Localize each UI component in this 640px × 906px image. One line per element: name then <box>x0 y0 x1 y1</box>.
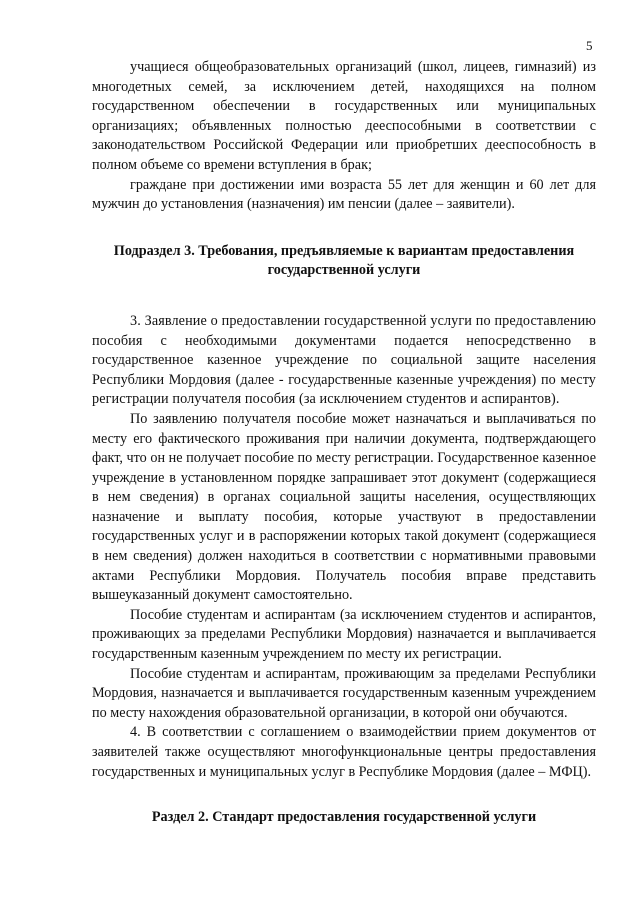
paragraph-students-outside: Пособие студентам и аспирантам, проживающим за пределами Республики Мордовия, назначается и выплачивается государственным казенным учреждением по месту нахождения образовательной организации, в которой они обучаются. <box>92 665 596 721</box>
paragraph-pension-age: граждане при достижении ими возраста 55 лет для женщин и 60 лет для мужчин до установления (назначения) им пенсии (далее – заявители). <box>92 176 596 213</box>
paragraph-actual-residence: По заявлению получателя пособие может назначаться и выплачиваться по месту его фактического проживания при наличии документа, подтверждающего факт, что он не получает пособие по месту регистрации. Государственное казенное учреждение в установленном порядке запрашивает этот документ (содержащиеся в нем сведения) в органах социальной защиты населения, осуществляющих назначение и выплату пособия, которые участвуют в предоставлении государственных услуг и в распоряжении которых такой документ (содержащиеся в нем сведения) должен находиться в соответствии с нормативными правовыми актами Республики Мордовия. Получатель пособия вправе представить вышеуказанный документ самостоятельно. <box>92 410 596 604</box>
paragraph-students-large-families: учащиеся общеобразовательных организаций (школ, лицеев, гимназий) из многодетных семей, за исключением детей, находящихся на полном государственном обеспечении в государственных или муниципальных организациях; объявленных полностью дееспособными в соответствии с законодательством Российской Федерации или приобретших дееспособность в полном объеме со времени вступления в брак; <box>92 59 596 173</box>
section-heading: Раздел 2. Стандарт предоставления государственной услуги <box>151 809 537 826</box>
page-number: 5 <box>586 38 593 53</box>
paragraph-students-registration: Пособие студентам и аспирантам (за исключением студентов и аспирантов, проживающих за пределами Республики Мордовия) назначается и выплачивается государственным казенным учреждением по месту их регистрации. <box>92 606 596 663</box>
document-body <box>92 58 596 828</box>
subsection-heading: Подраздел 3. Требования, предъявляемые к вариантам предоставления государственной услуги <box>113 242 575 279</box>
paragraph-4-mfc: 4. В соответствии с соглашением о взаимодействии прием документов от заявителей также осуществляют многофункциональные центры предоставления государственных и муниципальных услуг в Республике Мордовия (далее – МФЦ). <box>92 724 596 780</box>
paragraph-3-application: 3. Заявление о предоставлении государственной услуги по предоставлению пособия с необходимыми документами подается непосредственно в государственное казенное учреждение по социальной защите населения Республики Мордовия (далее - государственные казенные учреждения) по месту регистрации получателя пособия (за исключением студентов и аспирантов). <box>92 312 596 408</box>
